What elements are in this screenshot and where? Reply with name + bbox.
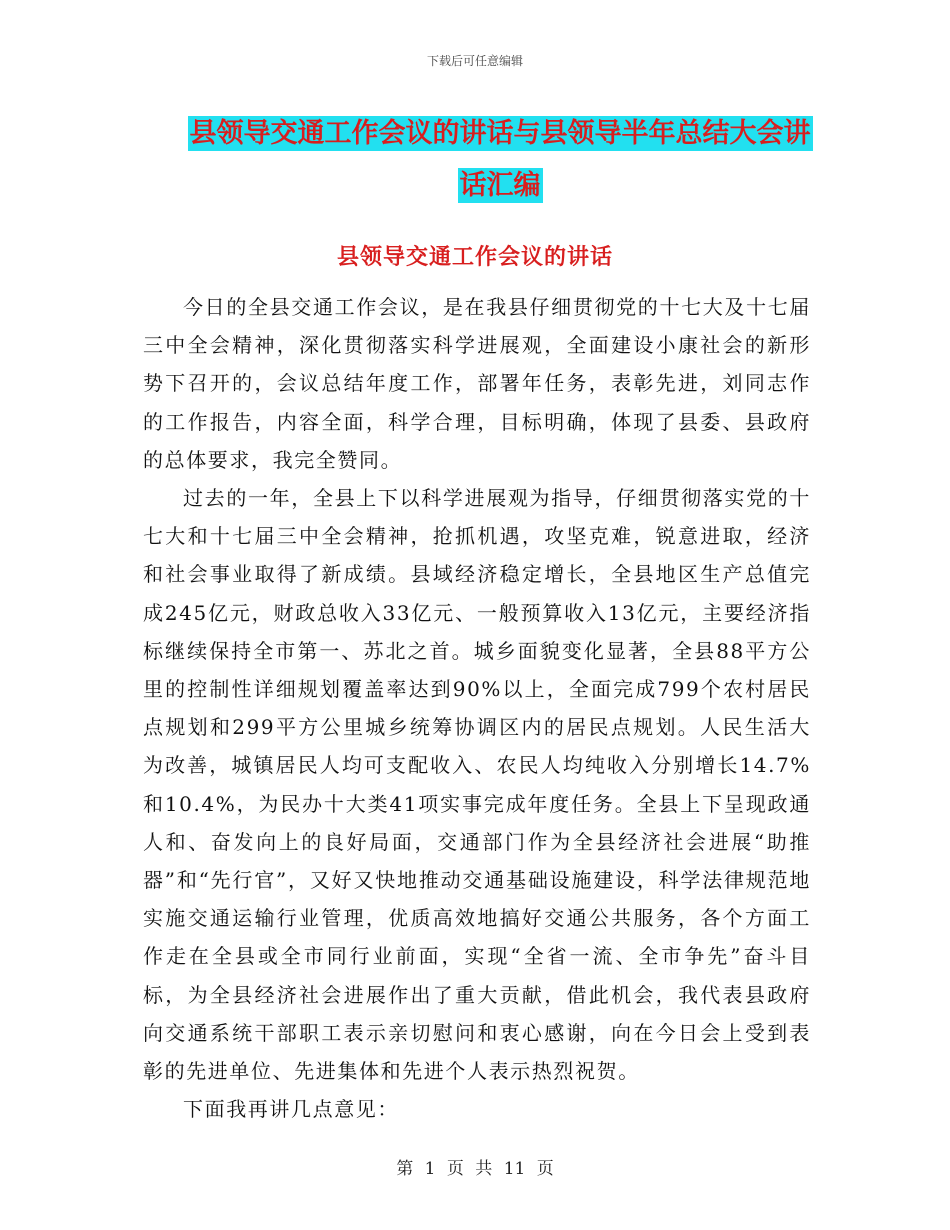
document-title xyxy=(150,108,850,212)
title-line-1: 县领导交通工作会议的讲话与县领导半年总结大会讲 xyxy=(189,118,811,149)
title-line-2: 话汇编 xyxy=(459,170,541,201)
page-footer: 第 1 页 共 11 页 xyxy=(396,1159,554,1179)
paragraph: 下面我再讲几点意见： xyxy=(183,1097,399,1122)
header-note: 下载后可任意编辑 xyxy=(426,54,523,68)
paragraph: 今日的全县交通工作会议，是在我县仔细贯彻党的十七大及十七届三中全会精神，深化贯彻落实科学进展观，全面建设小康社会的新形势下召开的，会议总结年度工作，部署年任务，表彰先进，刘同志作的工作报告，内容全面，科学合理，目标明确，体现了县委、县政府的总体要求，我完全赞同。 xyxy=(143,295,811,472)
document-body xyxy=(143,288,811,1128)
section-title: 县领导交通工作会议的讲话 xyxy=(336,244,613,270)
paragraph: 过去的一年，全县上下以科学进展观为指导，仔细贯彻落实党的十七大和十七届三中全会精神，抢抓机遇，攻坚克难，锐意进取，经济和社会事业取得了新成绩。县域经济稳定增长，全县地区生产总值完成245亿元，财政总收入33亿元、一般预算收入13亿元，主要经济指标继续保持全市第一、苏北之首。城乡面貌变化显著，全县88平方公里的控制性详细规划覆盖率达到90%以上，全面完成799个农村居民点规划和299平方公里城乡统筹协调区内的居民点规划。人民生活大为改善，城镇居民人均可支配收入、农民人均纯收入分别增长14.7%和10.4%，为民办十大类41项实事完成年度任务。全县上下呈现政通人和、奋发向上的良好局面，交通部门作为全县经济社会进展“助推器”和“先行官”，又好又快地推动交通基础设施建设，科学法律规范地实施交通运输行业管理，优质高效地搞好交通公共服务，各个方面工作走在全县或全市同行业前面，实现“全省一流、全市争先”奋斗目标，为全县经济社会进展作出了重大贡献，借此机会，我代表县政府向交通系统干部职工表示亲切慰问和衷心感谢，向在今日会上受到表彰的先进单位、先进集体和先进个人表示热烈祝贺。 xyxy=(143,486,811,1084)
